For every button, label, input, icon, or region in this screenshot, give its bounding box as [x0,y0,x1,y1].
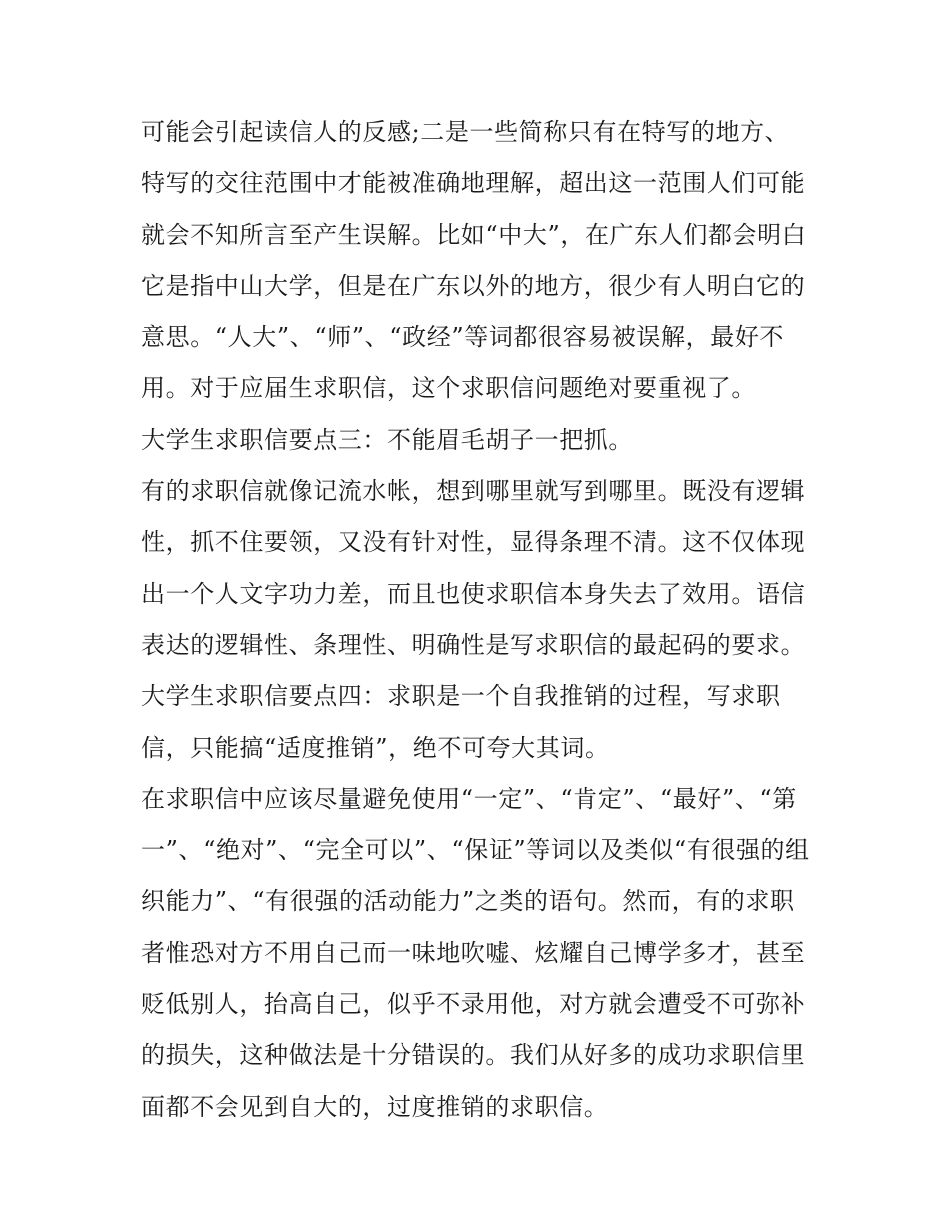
text-line: 有的求职信就像记流水帐，想到哪里就写到哪里。既没有逻辑 [141,477,806,506]
text-line: 的损失，这种做法是十分错误的。我们从好多的成功求职信里 [141,1041,806,1070]
text-line: 织能力”、“有很强的活动能力”之类的语句。然而，有的求职 [141,887,795,916]
text-line: 贬低别人，抬高自己，似乎不录用他，对方就会遭受不可弥补 [141,990,806,1019]
section-heading-continued: 信，只能搞“适度推销”，绝不可夸大其词。 [141,733,610,762]
section-heading: 大学生求职信要点三：不能眉毛胡子一把抓。 [141,425,633,454]
text-line: 性，抓不住要领，又没有针对性，显得条理不清。这不仅体现 [141,528,806,557]
text-line: 表达的逻辑性、条理性、明确性是写求职信的最起码的要求。 [141,630,806,659]
text-line: 出一个人文字功力差，而且也使求职信本身失去了效用。语信 [141,579,806,608]
text-line: 者惟恐对方不用自己而一味地吹嘘、炫耀自己博学多才，甚至 [141,938,806,967]
document-body [141,107,821,1133]
text-line: 在求职信中应该尽量避免使用“一定”、“肯定”、“最好”、“第 [141,784,797,813]
text-line: 可能会引起读信人的反感;二是一些简称只有在特写的地方、 [141,118,790,146]
text-line: 特写的交往范围中才能被准确地理解，超出这一范围人们可能 [141,169,806,198]
section-heading: 大学生求职信要点四：求职是一个自我推销的过程，写求职 [141,682,781,711]
text-line: 意思。“人大”、“师”、“政经”等词都很容易被误解，最好不 [141,323,785,352]
text-line: 它是指中山大学，但是在广东以外的地方，很少有人明白它的 [141,271,806,300]
text-line: 就会不知所言至产生误解。比如“中大”，在广东人们都会明白 [141,220,807,249]
text-line: 用。对于应届生求职信，这个求职信问题绝对要重视了。 [141,374,756,403]
text-line: 一”、“绝对”、“完全可以”、“保证”等词以及类似“有很强的组 [141,836,810,865]
text-line: 面都不会见到自大的，过度推销的求职信。 [141,1092,609,1121]
